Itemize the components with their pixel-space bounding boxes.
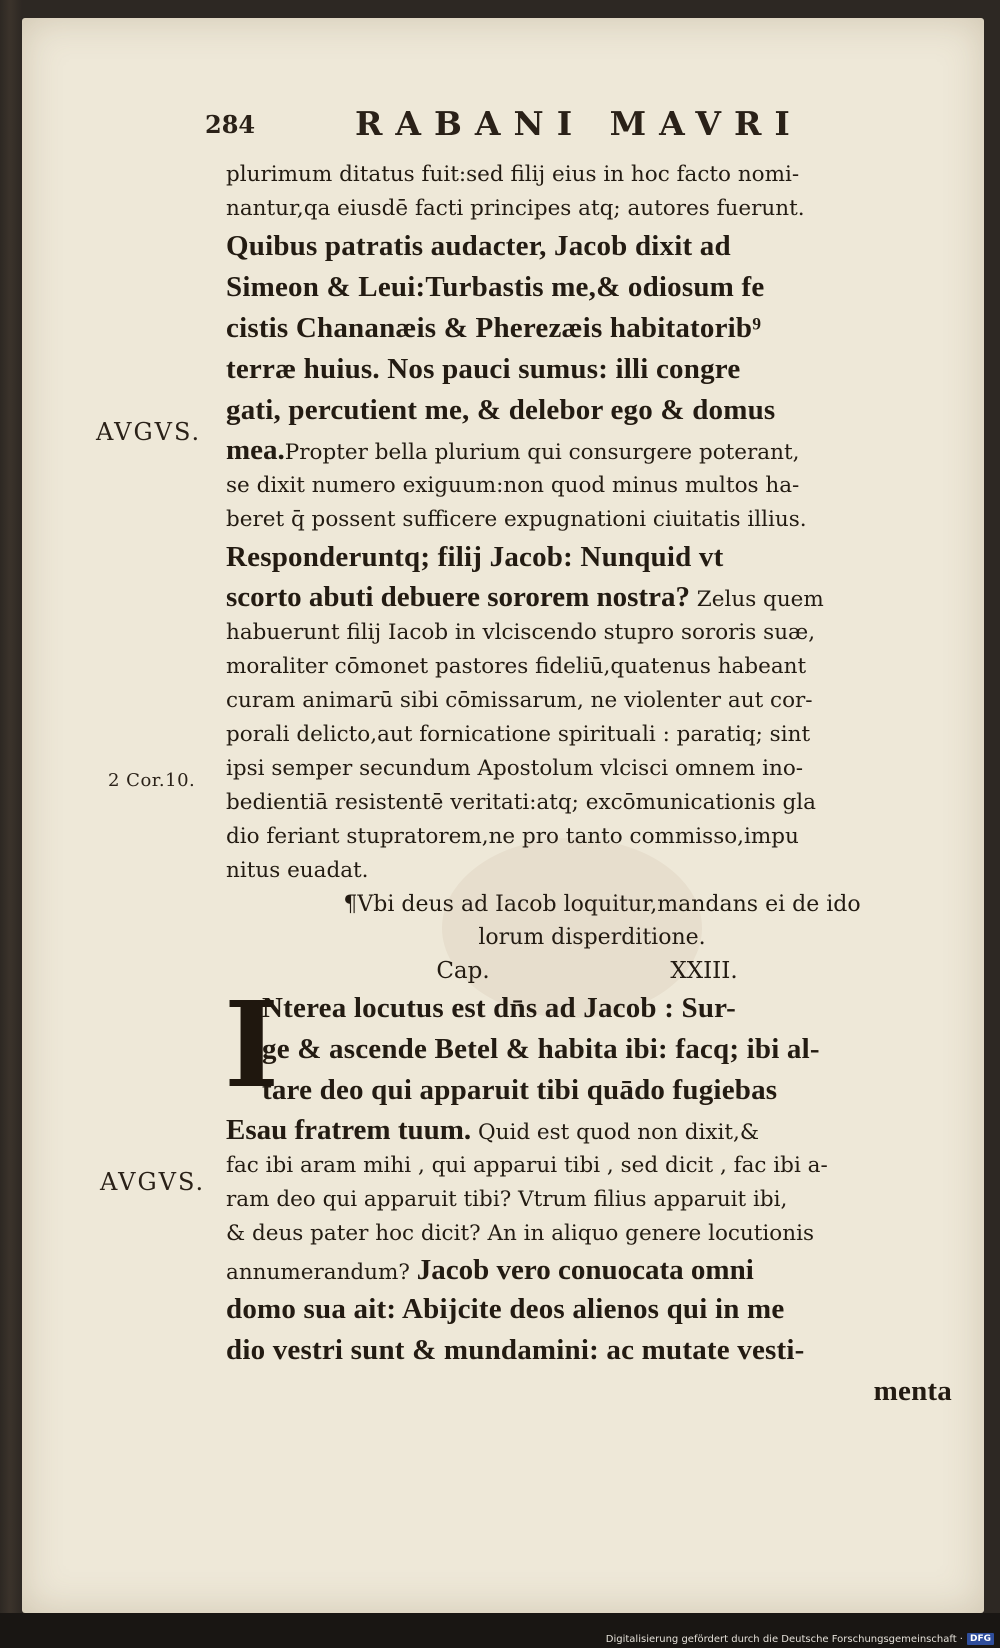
text-line [226,431,958,469]
text-line: terræ huius. Nos pauci sumus: illi congre [226,353,741,385]
text-line: curam animarū sibi cōmissarum, ne violenter aut cor- [226,688,813,713]
margin-note-2-cor-10: 2 Cor.10. [108,770,196,791]
text-line: domo sua ait: Abijcite deos alienos qui in me [226,1293,785,1325]
drop-initial: I [224,975,280,1114]
chapter-heading-line-1: ¶Vbi deus ad Iacob loquitur,mandans ei de ido [343,892,861,917]
text-line: ram deo qui apparuit tibi? Vtrum filius apparuit ibi, [226,1187,788,1212]
dfg-logo: DFG [967,1633,994,1645]
text-line: Simeon & Leui:Turbastis me,& odiosum fe [226,271,765,303]
text-line: gati, percutient me, & delebor ego & domus [226,394,776,426]
text-line: bedientiā resistentē veritati:atq; excōmunicationis gla [226,790,816,815]
text-line: menta [873,1375,952,1407]
text-line: habuerunt filij Iacob in vlciscendo stupro sororis suæ, [226,620,816,645]
text-part-1 [226,158,958,888]
text-line: ipsi semper secundum Apostolum vlcisci omnem ino- [226,756,804,781]
text-line: beret q̄ possent sufficere expugnationi ciuitatis illius. [226,507,807,532]
text-line: & deus pater hoc dicit? An in aliquo genere locutionis [226,1221,814,1246]
chapter-heading-line-2: lorum disperditione. [478,925,706,950]
text-line: nantur,qa eiusdē facti principes atq; autores fuerunt. [226,196,805,221]
text-line [226,578,958,616]
blackletter-segment: Jacob vero conuocata omni [416,1254,754,1286]
text-line: Nterea locutus est dn̄s ad Jacob : Sur- [262,992,737,1024]
chapter-opening [224,975,958,1412]
text-line: tare deo qui apparuit tibi quādo fugiebas [262,1074,778,1106]
running-title: RABANI MAVRI [355,104,803,143]
page-number: 284 [205,110,256,139]
text-line [226,1251,958,1289]
margin-note-augustinus-1: AVGVS. [96,418,202,446]
text-line: dio feriant stupratorem,ne pro tanto commisso,impu [226,824,799,849]
text-line: plurimum ditatus fuit:sed filij eius in hoc facto nomi- [226,162,800,187]
text-line: porali delicto,aut fornicatione spirituali : paratiq; sint [226,722,811,747]
chapter-number-line [226,954,958,988]
roman-segment: annumerandum? [226,1260,417,1285]
roman-segment: Zelus quem [689,587,824,612]
margin-note-augustinus-2: AVGVS. [100,1168,206,1196]
text-line: cistis Chananæis & Pherezæis habitatorib⁹ [226,312,762,344]
text-line: fac ibi aram mihi , qui apparui tibi , sed dicit , fac ibi a- [226,1153,828,1178]
page-header [205,104,905,144]
credit-text: Digitalisierung gefördert durch die Deutsche Forschungsgemeinschaft · [605,1633,963,1645]
text-line: moraliter cōmonet pastores fideliū,quatenus habeant [226,654,807,679]
cap-label: Cap. [436,958,490,984]
blackletter-segment: scorto abuti debuere sororem nostra? [226,581,690,613]
text-part-2 [224,975,958,1412]
text-line [226,1111,958,1149]
blackletter-segment: Esau fratrem tuum. [226,1114,472,1146]
cap-number: XXIII. [670,958,738,984]
text-line: Responderuntq; filij Jacob: Nunquid vt [226,541,724,573]
text-line: Quibus patratis audacter, Jacob dixit ad [226,230,731,262]
roman-segment: Quid est quod non dixit,& [471,1120,760,1145]
text-line: dio vestri sunt & mundamini: ac mutate vesti- [226,1334,805,1366]
blackletter-segment: mea. [226,434,285,466]
digitization-credit [606,1632,994,1646]
roman-segment: Propter bella plurium qui consurgere poterant, [284,440,800,465]
text-line: ge & ascende Betel & habita ibi: facq; ibi al- [262,1033,820,1065]
text-line: se dixit numero exiguum:non quod minus multos ha- [226,473,800,498]
text-line: nitus euadat. [226,858,369,883]
main-text [226,158,958,1412]
